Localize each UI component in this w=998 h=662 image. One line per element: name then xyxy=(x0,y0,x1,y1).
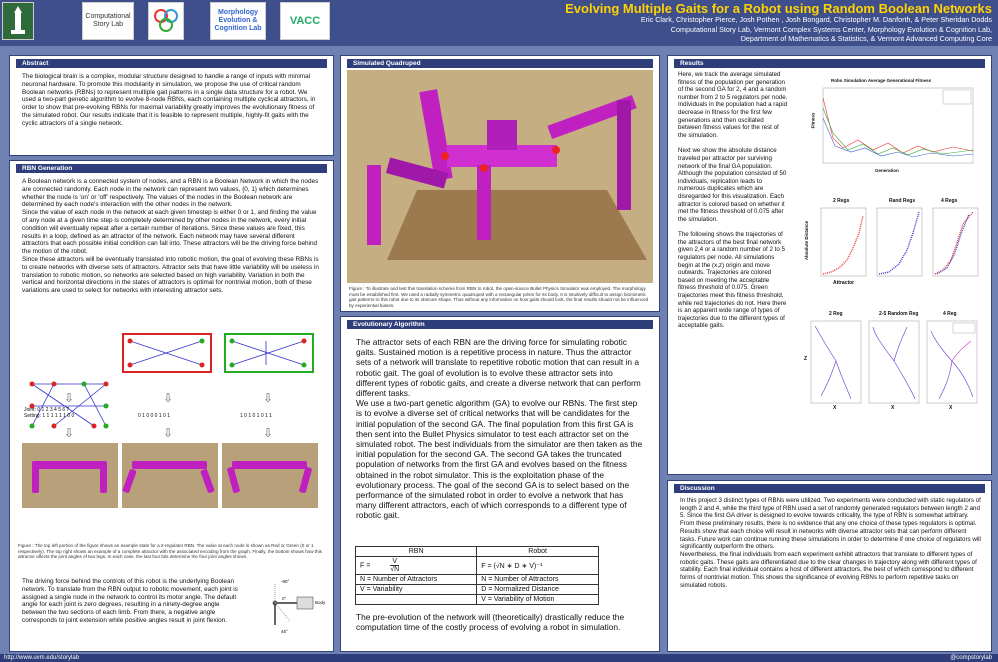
joint-setting-3: 1 0 1 0 1 0 1 1 xyxy=(240,413,272,419)
distance-chart-xlabel: Attractor xyxy=(833,280,855,286)
evolution-text-3: The pre-evolution of the network will (theoretically) drastically reduce the computation time of the costly process of evolving a robot in simulation. xyxy=(356,612,625,633)
discussion-heading: Discussion xyxy=(674,484,985,493)
evolution-text-1: The attractor sets of each RBN are the driving force for simulating robotic gaits. Sustained motion is a repetitive process in nature. Thus the attractor sets of a network will translate to repetitive robotic motion that can result in a robotic gait. The goal of evolution is to evolve these attractor sets into different types of robotic gaits, and create a diverse network that can perform different tasks. xyxy=(356,337,641,399)
results-text-1: Here, we track the average simulated fitness of the population per generation of the second GA for 2, 4 and a random number from 2 to 5 regulators per node. Individuals in the population had a rapid decrease in fitness for the first few generations and then oscillated between fitness values for the rest of the simulation. xyxy=(678,71,788,139)
discussion-text-1: In this project 3 distinct types of RBNs were utilized. Two experiments were conducted with static regulators of length 2 and 4, while the third type of RBN used a set of randomly generated regulators between length 2 and 5. Since the first GA driver is designed to evolve towards criticality, the type of RBN is somewhat arbitrary. From these preliminary results, there is no evidence that any one choice of these types regulators is optimal. Results show that each choice will result in networks with diverse attractor sets that can perform different tasks. Future work can continue running these simulations in order to determine if one choice of regulators will significantly outperform the others. xyxy=(680,497,981,551)
poster-affiliation-1: Computational Story Lab, Vermont Complex Systems Center, Morphology Evolution & Cognition Lab, xyxy=(670,25,992,34)
quadruped-caption: Figure : To illustrate and test this translation scheme from RBN to robot, the open-source Bullet Physics Simulator was employed. The morphology must be established first. We used a radially symmetric quadruped with a rectangular prism for its body. It is intuitively difficult to assign biomimetic gait patterns to this robot due to its obscure shape. Thus without any information on how gaits should look, the final results should not be influenced by experiential biases. xyxy=(349,286,649,308)
poster-affiliation-2: Department of Mathematics & Statistics, & Vermont Advanced Computing Core xyxy=(740,34,992,43)
joint-setting-1: Joint: 0 1 2 3 4 5 6 7 Setting: 1 1 1 1 1 1 0 0 xyxy=(24,407,75,419)
quadruped-panel xyxy=(340,55,660,312)
joint-angle-diagram xyxy=(255,579,327,644)
rbn-text-2: Since the value of each node in the network at each given timestep is either 0 or 1, and finding the value of any node at a given time step is completely determined by other nodes in the network, every initial condition will eventually repeat after a certain number of iterations. Since these values are fixed, this results in a loop, defined as an attractor of the network. Each network may have several different attractors that each possible initial condition can fall into. These attractors will be the driving force behind the motion of the robot. xyxy=(22,209,318,256)
distance-chart-ylabel: Absolute Distance xyxy=(804,220,810,261)
table-header-robot: Robot xyxy=(477,547,599,557)
rbn-text-4: The driving force behind the controls of this robot is the underlying Boolean network. To translate from the RBN output to robotic movement, each joint is assigned a single node in the network to control its motor angle. The default angle for each joint is zero degrees, resulting in a ninety-degree angle between the two sections of each limb. From there, a negative angle corresponds to joint extension while positive angles result in joint flexion. xyxy=(22,578,238,624)
trajectory-chart-title-1: 2 Reg xyxy=(829,311,843,317)
attractor-graph-2 xyxy=(122,333,212,373)
uvm-logo xyxy=(2,2,34,40)
poster-authors: Eric Clark, Christopher Pierce, Josh Pothen , Josh Bongard, Christopher M. Danforth, & Peter Sheridan Dodds xyxy=(640,15,992,24)
story-lab-logo: Computational Story Lab xyxy=(82,2,134,40)
robot-fitness-formula: F = (√N ∗ D ∗ V)⁻¹ xyxy=(477,557,599,575)
results-panel xyxy=(667,55,992,475)
down-arrow-icon: ⇩ xyxy=(163,391,174,405)
discussion-text-2: Nevertheless, the final individuals from each experiment exhibit attractors that translate to different types of robotic gaits. These gaits are differentiated due to the clear changes in trajectory along with different types of stability. Each final individual contains a host of different attractors, the best of which correspond to different forms of nontrivial motion. This shows the significance of evolving RBNs to perform repetitive tasks on simulated robots. xyxy=(680,550,977,589)
rbn-panel xyxy=(9,160,334,652)
fitness-chart-title: Robo Simulation Average Generational Fitness xyxy=(831,78,932,83)
down-arrow-icon: ⇩ xyxy=(64,426,75,440)
footer-handle[interactable]: @compstorylab xyxy=(950,655,992,661)
robot-legend-3: V = Variability of Motion xyxy=(477,595,599,605)
leg-pose-1 xyxy=(22,443,118,508)
fitness-chart xyxy=(803,78,985,180)
rbn-text-1: A Boolean network is a connected system of nodes, and a RBN is a Boolean Network in which the nodes are connected randomly. Each node in the network can represent two values, {0, 1} which determines whether the node is 'on' or 'off' respectively. The values of the nodes in the Boolean network are determined by each node's interaction with the other nodes in the network. xyxy=(22,178,319,209)
complex-systems-logo xyxy=(148,2,184,40)
attractor-graph-3 xyxy=(224,333,314,373)
distance-charts xyxy=(803,198,985,293)
joint-setting-2: 0 1 0 0 0 1 0 1 xyxy=(138,413,170,419)
footer-url[interactable]: http://www.uvm.edu/storylab xyxy=(4,655,80,661)
evolution-panel xyxy=(340,316,660,652)
distance-chart-title-3: 4 Regs xyxy=(941,198,958,204)
rbn-legend-3 xyxy=(356,595,477,605)
angle-zero-label: 0° xyxy=(282,596,287,601)
leg-pose-3 xyxy=(222,443,318,508)
abstract-heading: Abstract xyxy=(16,59,327,68)
robot-legend-1: N = Number of Attractors xyxy=(477,575,599,585)
poster-footer xyxy=(0,654,998,662)
poster-header xyxy=(0,0,998,46)
evolution-heading: Evolutionary Algorithm xyxy=(347,320,653,329)
distance-chart-title-2: Rand Regs xyxy=(889,198,916,204)
down-arrow-icon: ⇩ xyxy=(64,391,75,405)
vacc-logo: VACC xyxy=(280,2,330,40)
abstract-text: The biological brain is a complex, modular structure designed to handle a range of inputs with minimal neuronal hardware. To promote this modularity in simulation, we propose the use of critical random Boolean networks (RBNs) to represent multiple gait patterns in a single data structure for a robot. We used a two-part genetic algorithm to evolve 8-node RBNs, each containing multiple cyclical attractors, in order to show that pre-evolving RBNs for maximal variability greatly improves the evolutionary fitness of the simulated robot. Our results indicate that it is feasible to represent multiple, highly-fit gaits with the cyclic attractors of a single network. xyxy=(22,73,316,127)
robot-legend-2: D = Normalized Distance xyxy=(477,585,599,595)
trajectory-chart-ylabel: Z xyxy=(804,356,808,362)
fitness-chart-ylabel: Fitness xyxy=(810,112,816,129)
quadruped-heading: Simulated Quadruped xyxy=(347,59,653,68)
meclab-logo: Morphology Evolution & Cognition Lab xyxy=(210,2,266,40)
trajectory-chart-title-3: 4 Reg xyxy=(943,311,957,317)
down-arrow-icon: ⇩ xyxy=(163,426,174,440)
results-heading: Results xyxy=(674,59,985,68)
results-text-3: The following shows the trajectories of the attractors of the best final network given 2,4 or a random number of 2 to 5 regulators per node. All simulations begin at the (x,z) origin and move outwards. Trajectories are colored based on meeting the acceptable fitness threshold of 0.075. Green trajectories meet this fitness threshold, while red trajectories do not. Here there is an apparent wide range of types of trajectories due to the different types of acceptable gaits. xyxy=(678,231,787,330)
leg-pose-2 xyxy=(122,443,218,508)
rbn-fitness-formula: F = $\frac{V}{√N}$ xyxy=(356,557,477,575)
quadruped-render xyxy=(347,70,653,283)
discussion-panel xyxy=(667,480,992,652)
down-arrow-icon: ⇩ xyxy=(263,426,274,440)
results-text-2: Next we show the absolute distance traveled per attractor per surviving network of the final GA population. Although the population consisted of 50 individuals, replication leads to numerous duplicates which are disregarded for this visualization. Each attractor is colored based on whether it met the fitness threshold of 0.075 after the simulation. xyxy=(678,147,787,223)
body-label: Body xyxy=(315,600,326,605)
trajectory-chart-title-2: 2-5 Random Reg xyxy=(879,311,919,317)
angle-bottom-label: 45° xyxy=(281,629,288,634)
trajectory-chart-xlabel-2: X xyxy=(891,405,895,411)
rbn-figure-caption: Figure : The top left portion of the figure shows an example state for a 2-regulator RBN. The value at each node is shown as Red or Green (0 or 1 respectively). The top right shows an example of a complete attractor with the associated encoding from the graph. Finally, the bottom shows how this attractor affects the joint angles of two legs. In each case, the last four bits determine the four joint angles shown. xyxy=(18,543,322,560)
angle-top-label: -90° xyxy=(281,579,290,584)
fitness-table xyxy=(355,546,599,605)
table-header-rbn: RBN xyxy=(356,547,477,557)
rbn-legend-1: N = Number of Attractors xyxy=(356,575,477,585)
abstract-panel xyxy=(9,55,334,156)
rbn-text-3: Since these attractors will be eventually translated into robotic motion, the goal of evolving these RBNs is to create networks with diverse sets of attractors. Attractor sets that have little variability will be useless in translation to robotic motion, so networks are selected based on high variability. Variation in both the vertical and horizontal directions in the states of attractors is optimal for nontrivial motion, both of these variations are used to select for networks with interesting attractor sets. xyxy=(22,255,319,295)
trajectory-charts xyxy=(803,311,985,416)
fitness-chart-xlabel: Generation xyxy=(875,168,899,173)
distance-chart-title-1: 2 Regs xyxy=(833,198,850,204)
down-arrow-icon: ⇩ xyxy=(263,391,274,405)
rbn-legend-2: V = Variability xyxy=(356,585,477,595)
evolution-text-2: We use a two-part genetic algorithm (GA) to evolve our RBNs. The first step is to evolve a diverse set of critical networks that will be candidates for the initial population of the second GA. The final population from this first GA is then sent into the Bullet Physics simulator to test each attractor set on the simulated robot. The best individuals from the simulator are then taken as the initial population for the second GA. The second GA takes the truncated population of networks from the first GA and evolves based on the fitness obtained in the robot simulator. This is the exploitation phase of the evolutionary process. The goal of the second GA is to select based on the performance of the simulated robot in order to evolve a network that has many different attractors, each of which corresponds to a different type of robotic gait. xyxy=(356,398,643,521)
poster-title: Evolving Multiple Gaits for a Robot using Random Boolean Networks xyxy=(565,1,992,16)
rbn-heading: RBN Generation xyxy=(16,164,327,173)
trajectory-chart-xlabel-1: X xyxy=(833,405,837,411)
trajectory-chart-xlabel-3: X xyxy=(949,405,953,411)
